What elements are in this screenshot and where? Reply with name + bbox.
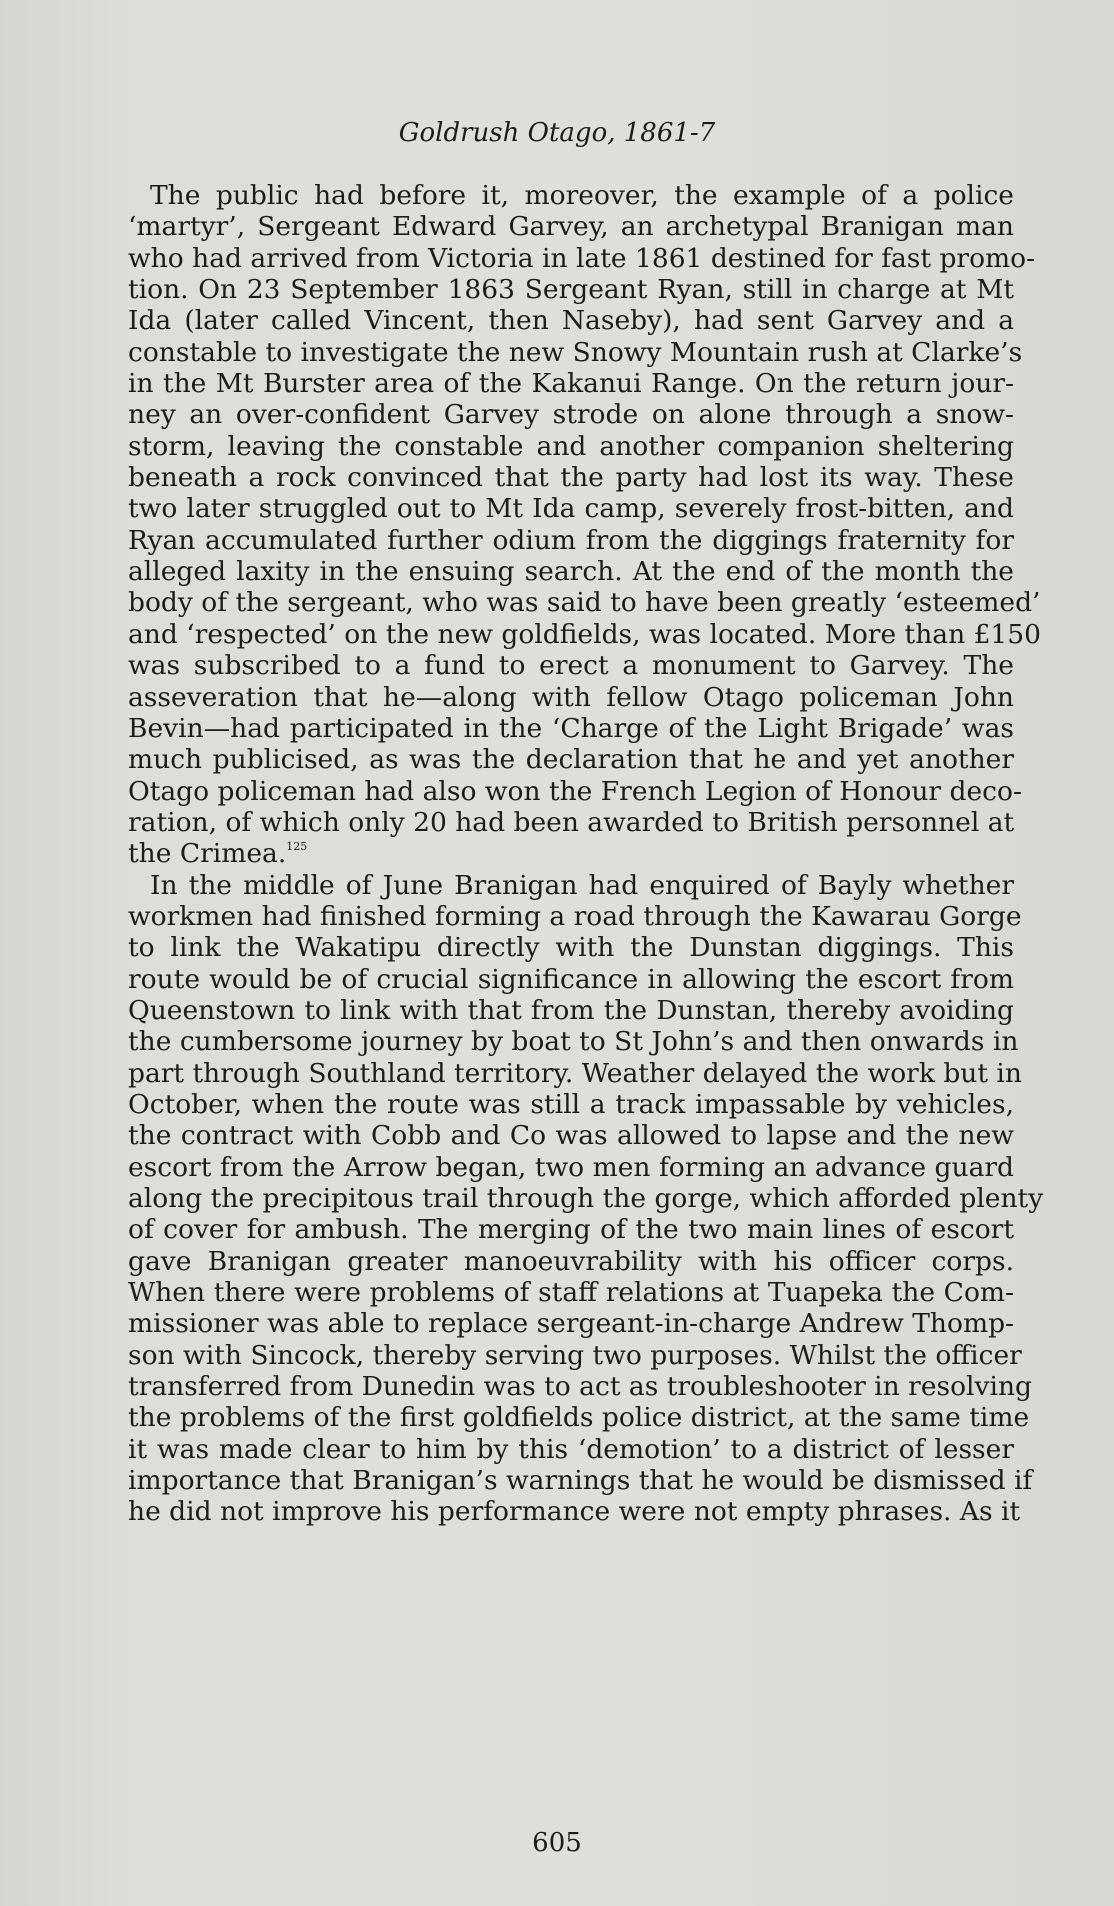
- text-line: alleged laxity in the ensuing search. At the end of the month the: [128, 556, 1014, 588]
- text-line: Queenstown to link with that from the Dunstan, thereby avoiding: [128, 994, 1014, 1026]
- footnote-reference: 125: [286, 840, 308, 854]
- text-line: asseveration that he—along with fellow Otago policeman John: [128, 681, 1014, 713]
- text-line: importance that Branigan’s warnings that he would be dismissed if: [128, 1465, 1033, 1497]
- text-line: October, when the route was still a track impassable by vehicles,: [128, 1088, 1014, 1120]
- text-line: of cover for ambush. The merging of the two main lines of escort: [128, 1214, 1014, 1246]
- text-line: in the Mt Burster area of the Kakanui Range. On the return jour-: [128, 368, 1014, 400]
- text-line: it was made clear to him by this ‘demotion’ to a district of lesser: [128, 1433, 1014, 1465]
- text-line: he did not improve his performance were not empty phrases. As it: [128, 1496, 1021, 1528]
- text-line: Bevin—had participated in the ‘Charge of the Light Brigade’ was: [128, 712, 1014, 744]
- text-line: along the precipitous trail through the gorge, which afforded plenty: [128, 1183, 1044, 1214]
- text-line: body of the sergeant, who was said to have been greatly ‘esteemed’: [128, 587, 1041, 619]
- text-line: the contract with Cobb and Co was allowed to lapse and the new: [128, 1120, 1014, 1152]
- text-line: son with Sincock, thereby serving two purposes. Whilst the officer: [128, 1339, 1022, 1371]
- text-line: who had arrived from Victoria in late 1861 destined for fast promo-: [128, 242, 1036, 274]
- text-line: gave Branigan greater manoeuvrability with his officer corps.: [128, 1245, 1014, 1277]
- text-line: constable to investigate the new Snowy Mountain rush at Clarke’s: [128, 336, 1023, 368]
- text-line: missioner was able to replace sergeant-in-charge Andrew Thomp-: [128, 1308, 1014, 1340]
- text-line: part through Southland territory. Weather delayed the work but in: [128, 1057, 1022, 1089]
- text-line: Ryan accumulated further odium from the diggings fraternity for: [128, 524, 1014, 556]
- text-line: storm, leaving the constable and another companion sheltering: [128, 430, 1014, 462]
- text-line: transferred from Dunedin was to act as troubleshooter in resolving: [128, 1371, 1033, 1403]
- text-line: Otago policeman had also won the French Legion of Honour deco-: [128, 775, 1022, 807]
- text-line: In the middle of June Branigan had enquired of Bayly whether: [150, 869, 1014, 901]
- page-number: 605: [532, 1828, 582, 1858]
- body-text: [128, 180, 1044, 1528]
- text-line: Ida (later called Vincent, then Naseby), had sent Garvey and a: [128, 305, 1014, 337]
- paragraph-1: [128, 180, 1042, 870]
- text-line: ‘martyr’, Sergeant Edward Garvey, an archetypal Branigan man: [128, 211, 1014, 243]
- text-line: escort from the Arrow began, two men forming an advance guard: [128, 1151, 1014, 1183]
- text-line: to link the Wakatipu directly with the Dunstan diggings. This: [128, 932, 1014, 964]
- text-line: ney an over-confident Garvey strode on alone through a snow-: [128, 399, 1014, 431]
- text-line: the cumbersome journey by boat to St John’s and then onwards in: [128, 1026, 1019, 1058]
- text-line: beneath a rock convinced that the party had lost its way. These: [128, 462, 1014, 494]
- text-line: workmen had finished forming a road through the Kawarau Gorge: [128, 900, 1022, 932]
- text-line: the problems of the first goldfields police district, at the same time: [128, 1402, 1030, 1434]
- text-line: two later struggled out to Mt Ida camp, severely frost-bitten, and: [128, 493, 1014, 525]
- text-line: When there were problems of staff relations at Tuapeka the Com-: [128, 1277, 1014, 1309]
- text-line: The public had before it, moreover, the example of a police: [150, 180, 1014, 211]
- text-line: ration, of which only 20 had been awarded to British personnel at: [128, 806, 1015, 838]
- text-line: route would be of crucial significance in allowing the escort from: [128, 963, 1014, 995]
- last-line-text: the Crimea.: [128, 838, 287, 870]
- text-line-last: [128, 838, 1014, 869]
- text-line: and ‘respected’ on the new goldfields, was located. More than £150: [128, 618, 1042, 650]
- paragraph-2: [128, 869, 1044, 1528]
- running-head: Goldrush Otago, 1861-7: [398, 118, 716, 148]
- text-line: was subscribed to a fund to erect a monument to Garvey. The: [128, 650, 1014, 682]
- text-line: much publicised, as was the declaration that he and yet another: [128, 744, 1014, 776]
- text-line: tion. On 23 September 1863 Sergeant Ryan, still in charge at Mt: [128, 274, 1014, 306]
